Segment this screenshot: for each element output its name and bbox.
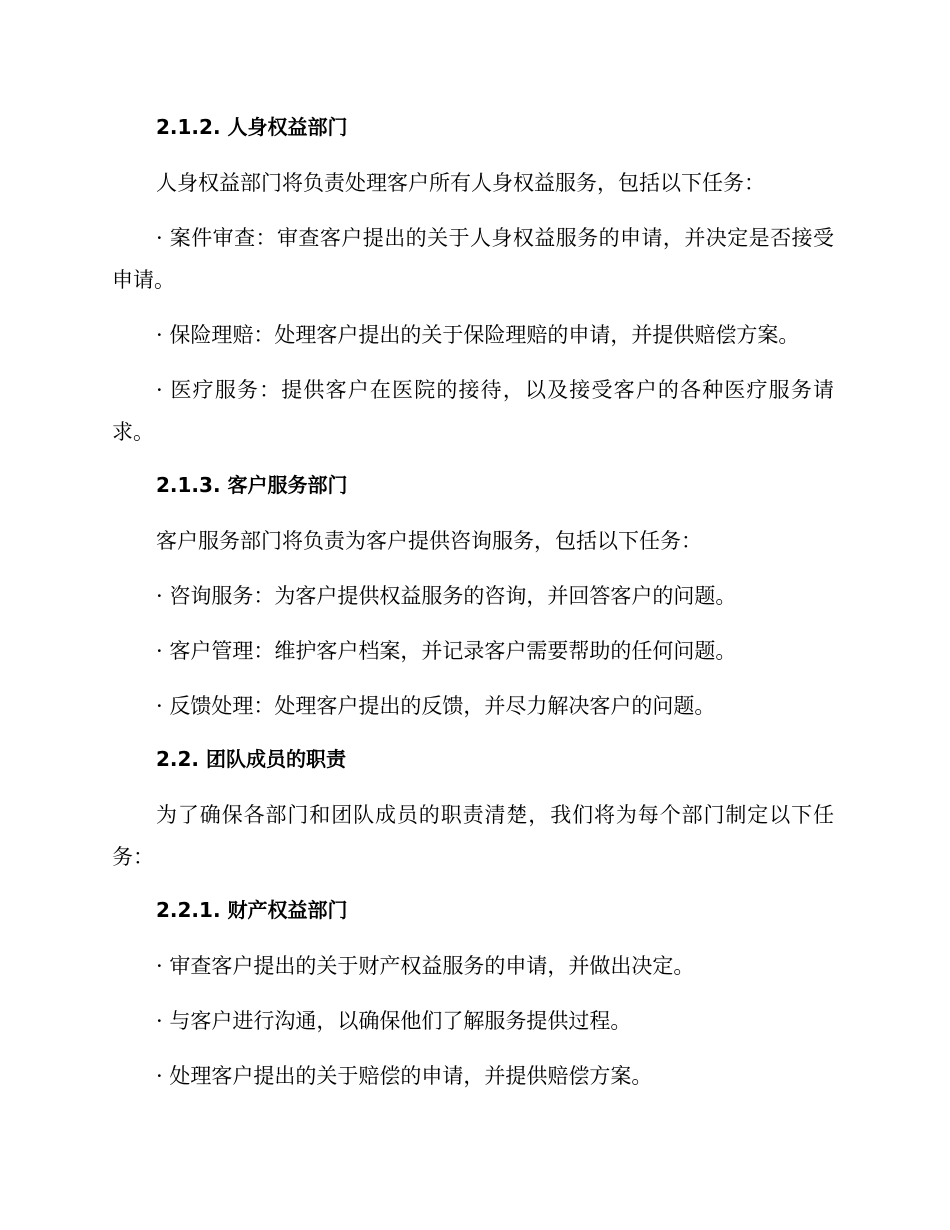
- paragraph-intro-team-duties: 为了确保各部门和团队成员的职责清楚，我们将为每个部门制定以下任务：: [112, 803, 834, 869]
- paragraph-intro-personal-rights: 人身权益部门将负责处理客户所有人身权益服务，包括以下任务：: [156, 171, 765, 195]
- section-heading-2-1-2: 2.1.2. 人身权益部门: [156, 115, 348, 139]
- bullet-communicate-with-clients: · 与客户进行沟通，以确保他们了解服务提供过程。: [156, 1009, 632, 1033]
- bullet-customer-management: · 客户管理：维护客户档案，并记录客户需要帮助的任何问题。: [156, 639, 737, 663]
- document-body: [112, 108, 834, 1110]
- bullet-case-review: · 案件审查：审查客户提出的关于人身权益服务的申请，并决定是否接受申请。: [112, 226, 834, 292]
- bullet-feedback-handling: · 反馈处理：处理客户提出的反馈，并尽力解决客户的问题。: [156, 694, 716, 718]
- section-heading-2-2-1: 2.2.1. 财产权益部门: [156, 898, 348, 922]
- bullet-review-property-requests: · 审查客户提出的关于财产权益服务的申请，并做出决定。: [156, 954, 695, 978]
- bullet-handle-compensation: · 处理客户提出的关于赔偿的申请，并提供赔偿方案。: [156, 1064, 653, 1088]
- section-heading-2-1-3: 2.1.3. 客户服务部门: [156, 473, 348, 497]
- bullet-insurance-claims: · 保险理赔：处理客户提出的关于保险理赔的申请，并提供赔偿方案。: [156, 323, 800, 347]
- paragraph-intro-customer-service: 客户服务部门将负责为客户提供咨询服务，包括以下任务：: [156, 529, 702, 553]
- bullet-consulting: · 咨询服务：为客户提供权益服务的咨询，并回答客户的问题。: [156, 584, 737, 608]
- bullet-medical-service: · 医疗服务：提供客户在医院的接待，以及接受客户的各种医疗服务请求。: [112, 378, 834, 444]
- section-heading-2-2: 2.2. 团队成员的职责: [156, 747, 346, 771]
